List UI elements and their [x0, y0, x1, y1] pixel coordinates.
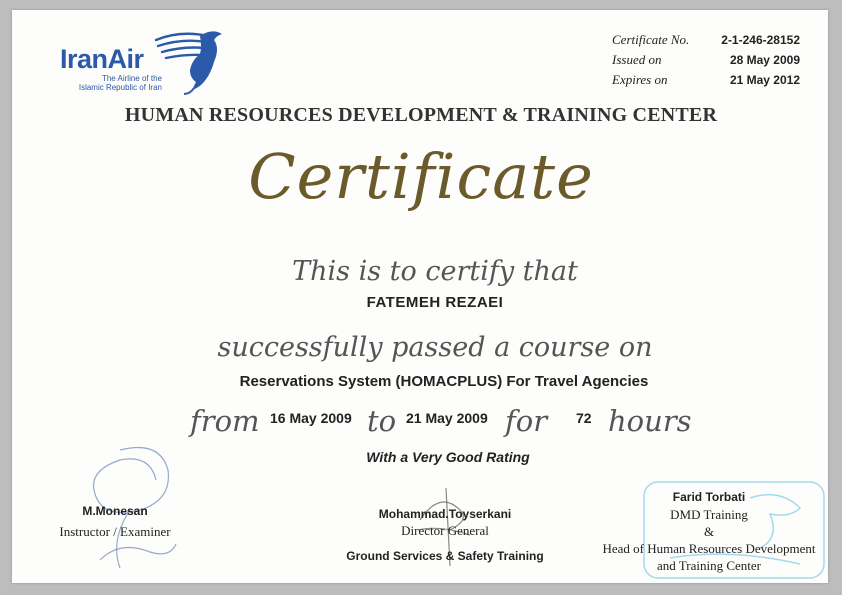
head-role-2: & — [703, 524, 715, 539]
to-date: 21 May 2009 — [406, 410, 488, 426]
for-word: for — [505, 404, 548, 438]
head-name: Farid Torbati — [672, 490, 746, 504]
director-department: Ground Services & Safety Training — [346, 549, 544, 563]
issued-label: Issued on — [612, 52, 662, 67]
examiner-name: M.Monesan — [82, 504, 148, 518]
course-name: Reservations System (HOMACPLUS) For Travel Agencies — [239, 373, 649, 390]
from-date: 16 May 2009 — [270, 410, 352, 426]
expires-row — [612, 70, 800, 90]
iranair-logo-text: IranAir — [60, 44, 144, 74]
certificate-number: 2-1-246-28152 — [721, 33, 800, 47]
examiner-signature-block — [30, 504, 200, 540]
head-role-1: DMD Training — [670, 507, 748, 522]
head-role-3: Head of Human Resources Development — [602, 541, 816, 556]
certificate-number-row — [612, 30, 800, 50]
expires-label: Expires on — [612, 72, 668, 87]
certificate-meta — [612, 30, 800, 90]
certificate-title: Certificate — [248, 140, 594, 213]
director-signature-block — [330, 507, 560, 563]
expires-date: 21 May 2012 — [729, 73, 800, 87]
hours-word: hours — [608, 404, 692, 438]
examiner-role: Instructor / Examiner — [59, 524, 171, 539]
logo-tagline-line-1: The Airline of the — [101, 74, 162, 83]
passed-text: successfully passed a course on — [217, 332, 653, 363]
to-word: to — [367, 404, 397, 438]
homa-bird-logo-icon — [150, 26, 230, 96]
issued-date: 28 May 2009 — [729, 53, 800, 67]
from-word: from — [190, 404, 260, 438]
logo-tagline — [46, 74, 162, 92]
director-name: Mohammad.Toyserkani — [378, 507, 512, 521]
issued-row — [612, 50, 800, 70]
certify-text: This is to certify that — [292, 256, 578, 287]
director-role: Director General — [401, 523, 489, 538]
recipient-name: FATEMEH REZAEI — [366, 294, 504, 311]
logo-tagline-line-2: Islamic Republic of Iran — [78, 83, 162, 92]
rating-text: With a Very Good Rating — [366, 449, 530, 465]
head-signature-block — [596, 490, 822, 574]
hours-value: 72 — [576, 410, 592, 426]
certificate-number-label: Certificate No. — [612, 32, 690, 47]
training-center-title: HUMAN RESOURCES DEVELOPMENT & TRAINING CENTER — [124, 104, 718, 126]
head-role-4: and Training Center — [657, 558, 761, 573]
